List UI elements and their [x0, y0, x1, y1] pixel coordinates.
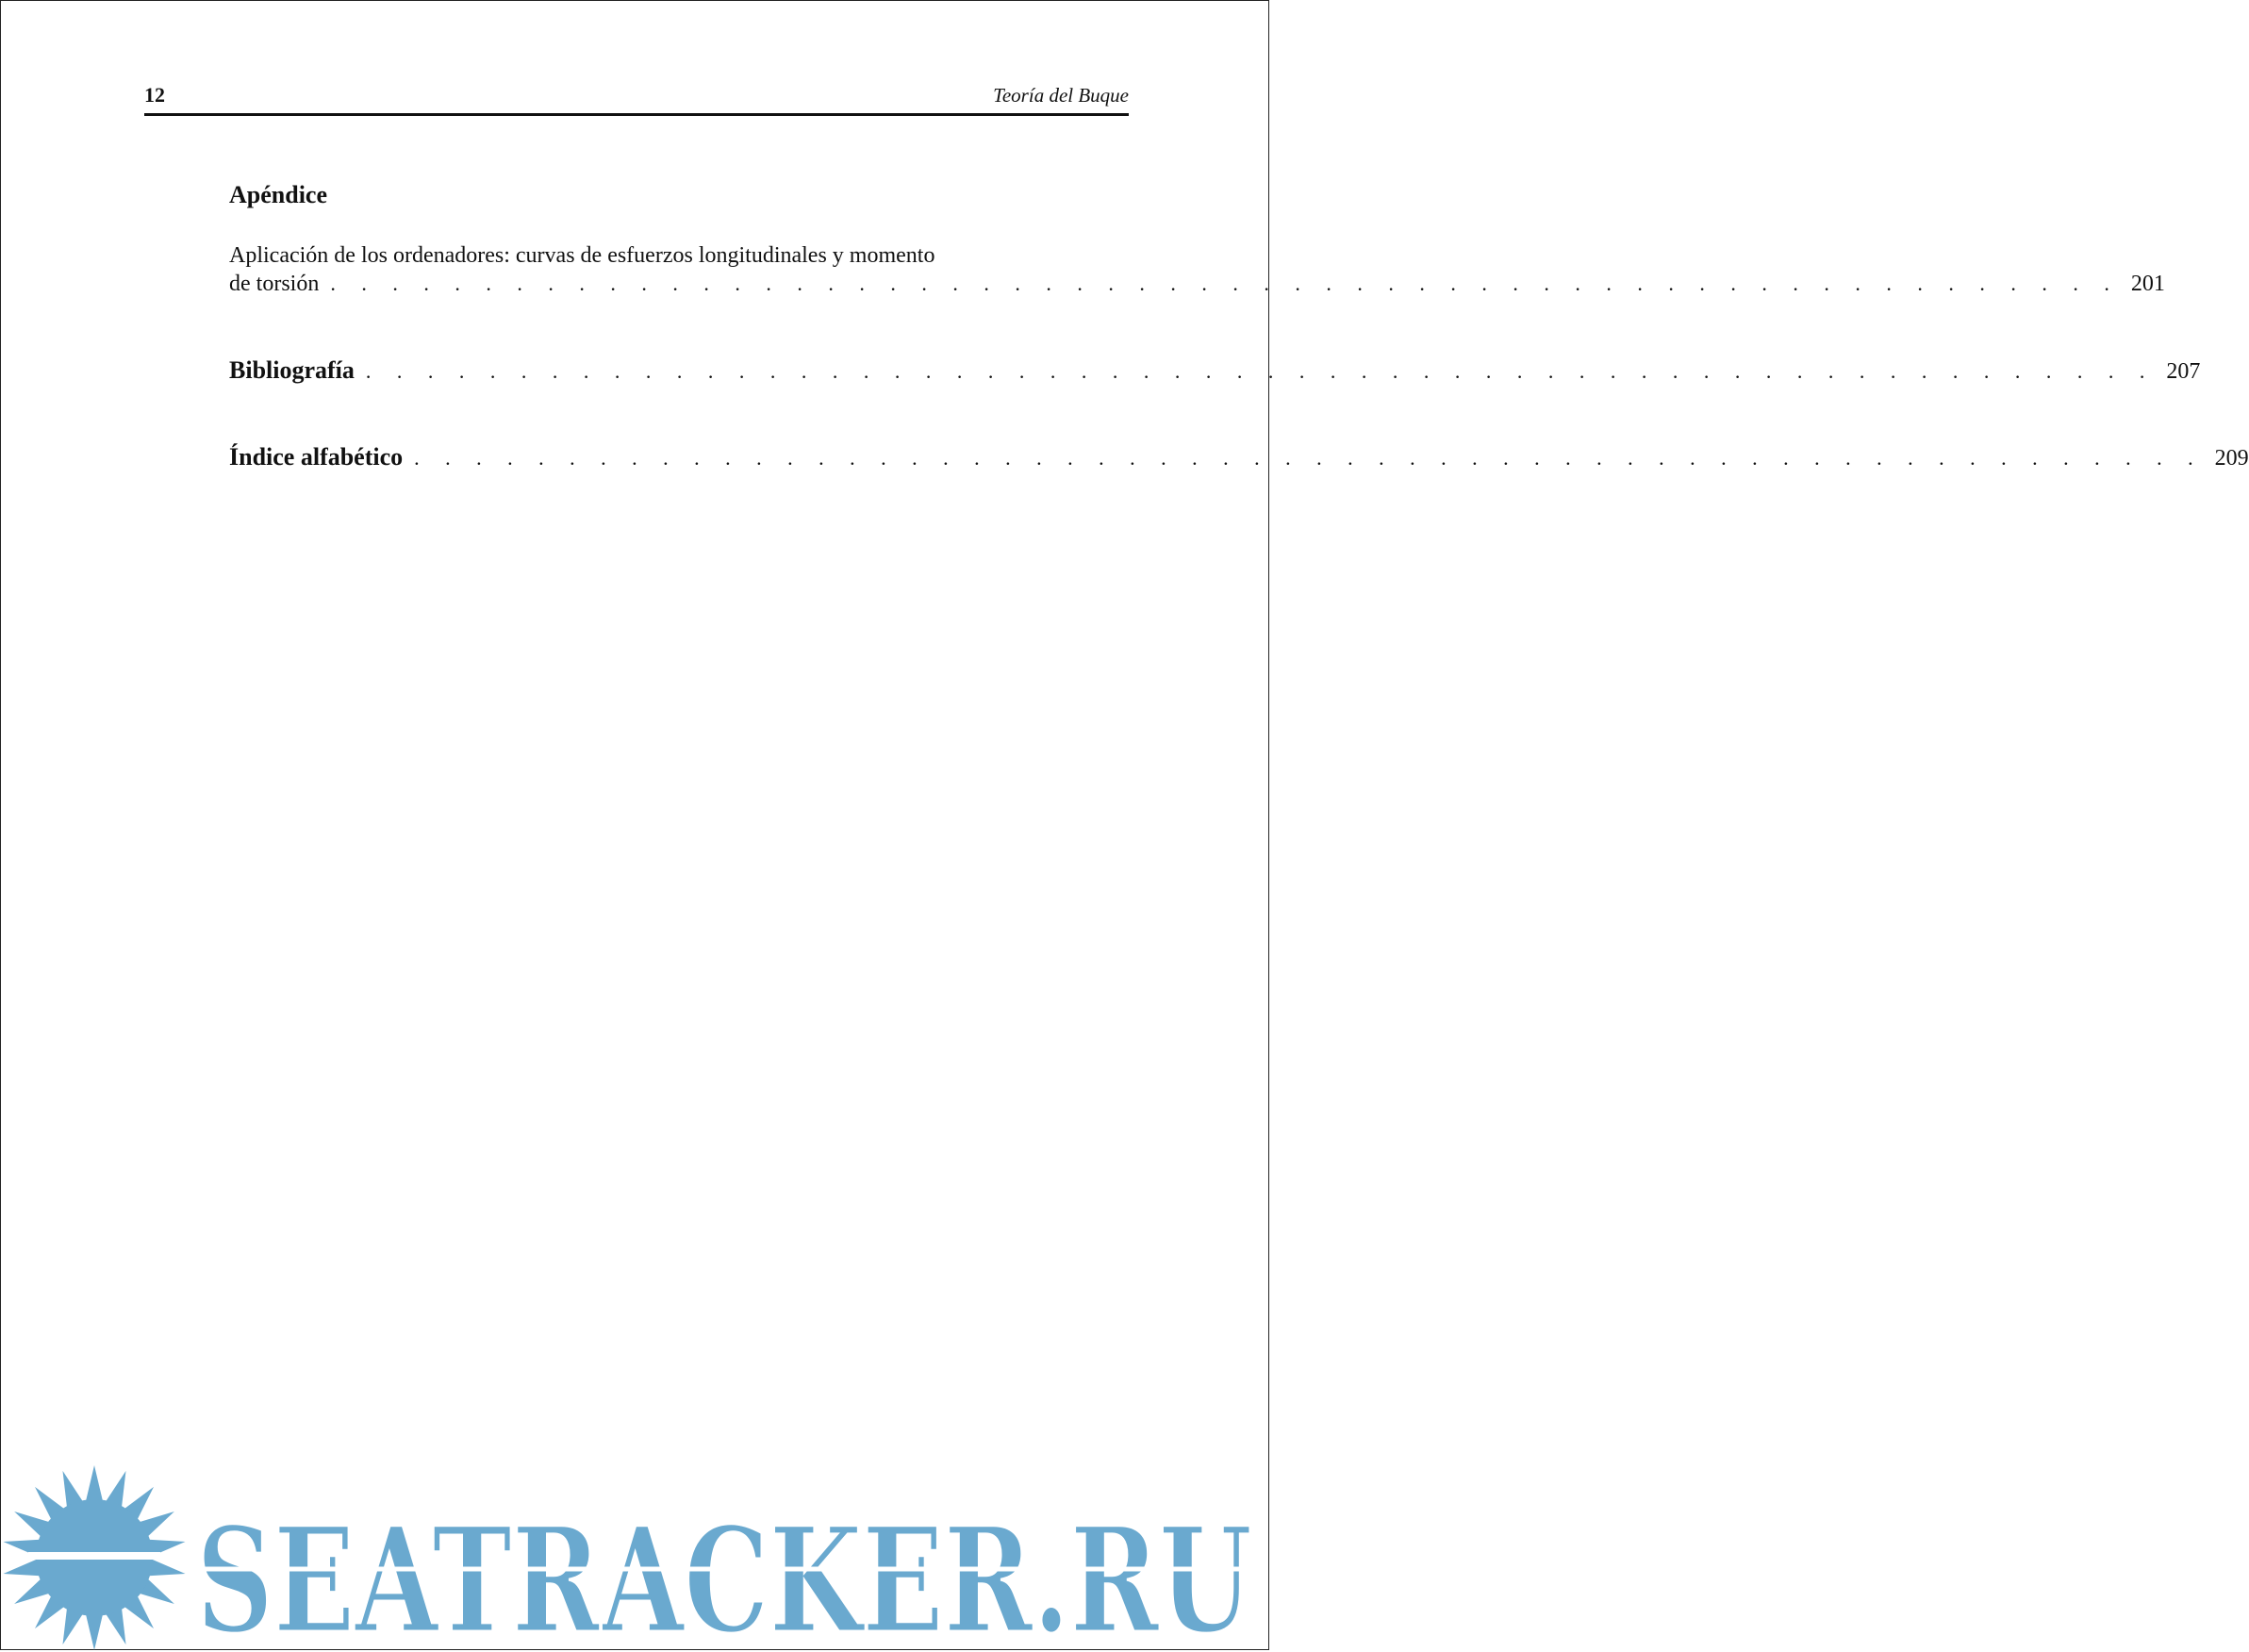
watermark-text: SEATRACKER.RU	[196, 1495, 1252, 1652]
page-number: 12	[144, 83, 165, 107]
toc-entry-bibliografia[interactable]	[229, 356, 2201, 385]
toc-label: Índice alfabético	[229, 443, 404, 471]
toc-label: de torsión	[229, 272, 320, 296]
toc-entry-aplicacion-line2[interactable]	[229, 272, 2165, 297]
toc-page-number: 209	[2214, 446, 2249, 471]
running-title: Teoría del Buque	[993, 84, 1129, 107]
toc-page-number: 207	[2166, 359, 2201, 384]
toc-label: Bibliografía	[229, 356, 355, 384]
dot-leader: . . . . . . . . . . . . . . . . . . . . . . . . . . . . . . . . . . . . . . . . . . . . . . . . . . . . . . . . . .	[365, 359, 2156, 383]
toc-entry-indice-alfabetico[interactable]	[229, 443, 2249, 471]
toc-entry-aplicacion-line1: Aplicación de los ordenadores: curvas de esfuerzos longitudinales y momento	[229, 243, 935, 268]
sun-icon	[2, 1465, 187, 1650]
dot-leader: . . . . . . . . . . . . . . . . . . . . . . . . . . . . . . . . . . . . . . . . . . . . . . . . . . . . . . . . . .	[330, 272, 2120, 295]
dot-leader: . . . . . . . . . . . . . . . . . . . . . . . . . . . . . . . . . . . . . . . . . . . . . . . . . . . . . . . . . .	[414, 446, 2204, 470]
watermark-logo	[0, 1463, 1271, 1652]
page-header	[144, 79, 1129, 116]
toc-page-number: 201	[2130, 272, 2165, 296]
section-title-apendice: Apéndice	[229, 181, 327, 208]
